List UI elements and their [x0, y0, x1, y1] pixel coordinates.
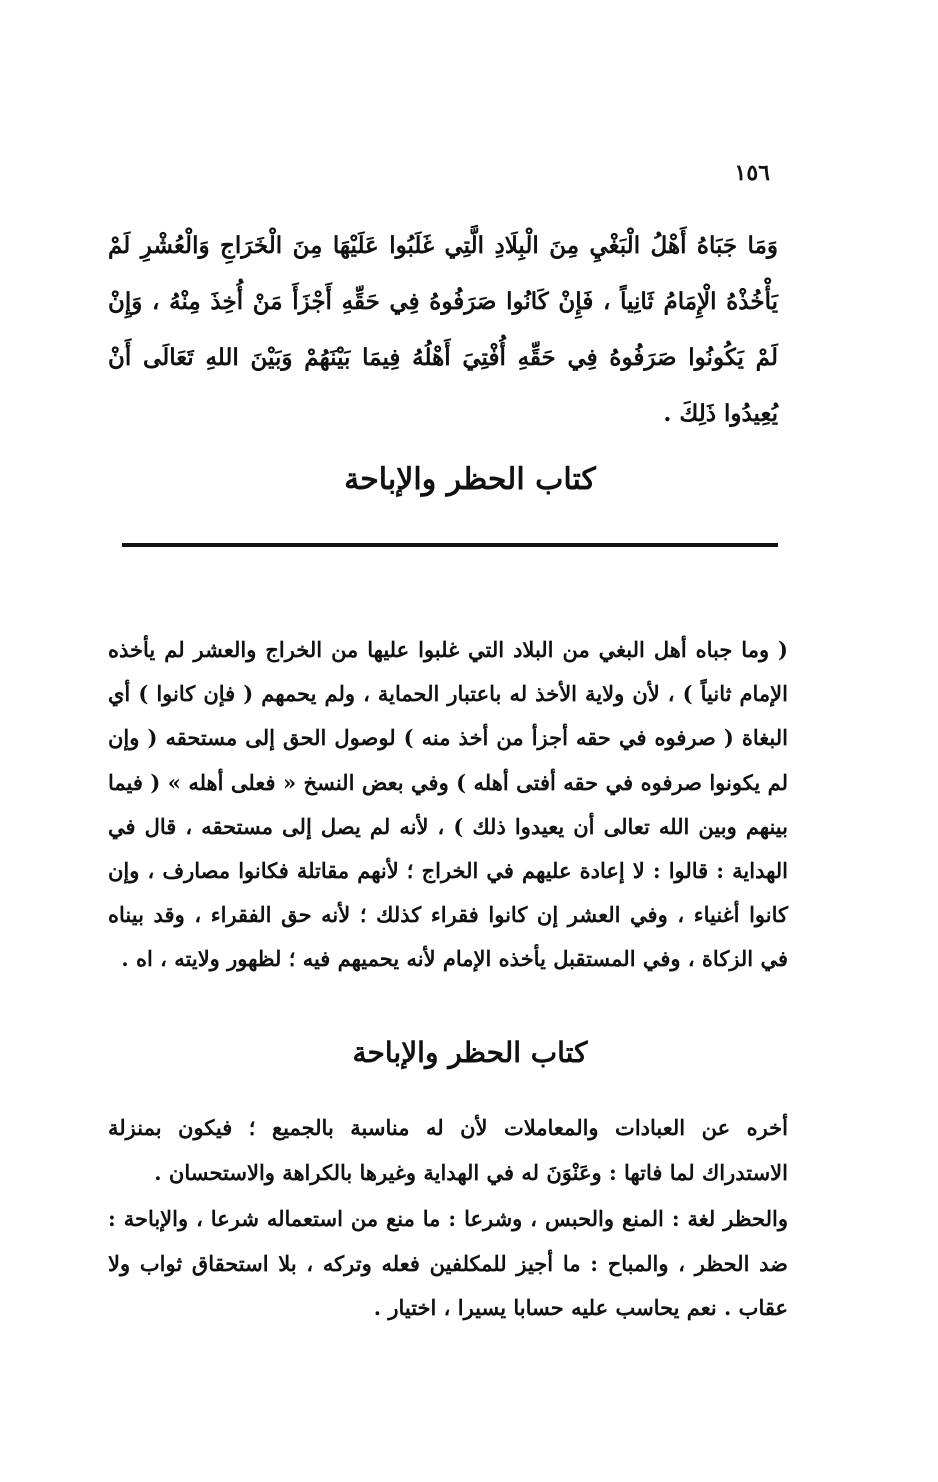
commentary-text-block	[108, 628, 788, 982]
matn-paragraph: وَمَا جَبَاهُ أَهْلُ الْبَغْيِ مِنَ الْبِلَادِ الَّتِي غَلَبُوا عَلَيْهَا مِنَ الْخَرَاجِ وَالْعُشْرِ لَمْ يَأْخُذْهُ الْإِمَامُ ثَانِياً ، فَإِنْ كَانُوا صَرَفُوهُ فِي حَقِّهِ أَجْزَأَ مَنْ أُخِذَ مِنْهُ ، وَإِنْ لَمْ يَكُونُوا صَرَفُوهُ فِي حَقِّهِ أُفْتِيَ أَهْلُهُ فِيمَا بَيْنَهُمْ وَبَيْنَ اللهِ تَعَالَى أَنْ يُعِيدُوا ذَلِكَ .	[108, 232, 778, 427]
matn-text-block	[108, 218, 778, 442]
chapter-intro-block	[108, 1106, 788, 1333]
section-divider	[122, 543, 778, 547]
commentary-paragraph: ( وما جباه أهل البغي من البلاد التي غلبوا عليها من الخراج والعشر لم يأخذه الإمام ثانياً ) ، لأن ولاية الأخذ له باعتبار الحماية ، ولم يحمهم ( فإن كانوا ) أي البغاة ( صرفوه في حقه أجزأ من أخذ منه ) لوصول الحق إلى مستحقه ( وإن لم يكونوا صرفوه في حقه أفتى أهله ) وفي بعض النسخ « فعلى أهله » ( فيما بينهم وبين الله تعالى أن يعيدوا ذلك ) ، لأنه لم يصل إلى مستحقه ، قال في الهداية : قالوا : لا إعادة عليهم في الخراج ؛ لأنهم مقاتلة فكانوا مصارف ، وإن كانوا أغنياء ، وفي العشر إن كانوا فقراء كذلك ؛ لأنه حق الفقراء ، وقد بيناه في الزكاة ، وفي المستقبل يأخذه الإمام لأنه يحميهم فيه ؛ لظهور ولايته ، اه .	[108, 637, 788, 972]
chapter-intro-paragraph-1: أخره عن العبادات والمعاملات لأن له مناسبة بالجميع ؛ فيكون بمنزلة الاستدراك لما فاتها : وعَنْوَنَ له في الهداية وغيرها بالكراهة والاستحسان .	[108, 1115, 788, 1185]
chapter-heading-matn: كتاب الحظر والإباحة	[344, 462, 596, 497]
page-number: ١٥٦	[734, 160, 770, 186]
chapter-intro-paragraph-2: والحظر لغة : المنع والحبس ، وشرعا : ما منع من استعماله شرعا ، والإباحة : ضد الحظر ، والمباح : ما أجيز للمكلفين فعله وتركه ، بلا استحقاق ثواب ولا عقاب . نعم يحاسب عليه حسابا يسيرا ، اختيار .	[108, 1206, 788, 1320]
chapter-heading-commentary: كتاب الحظر والإباحة	[352, 1036, 588, 1069]
